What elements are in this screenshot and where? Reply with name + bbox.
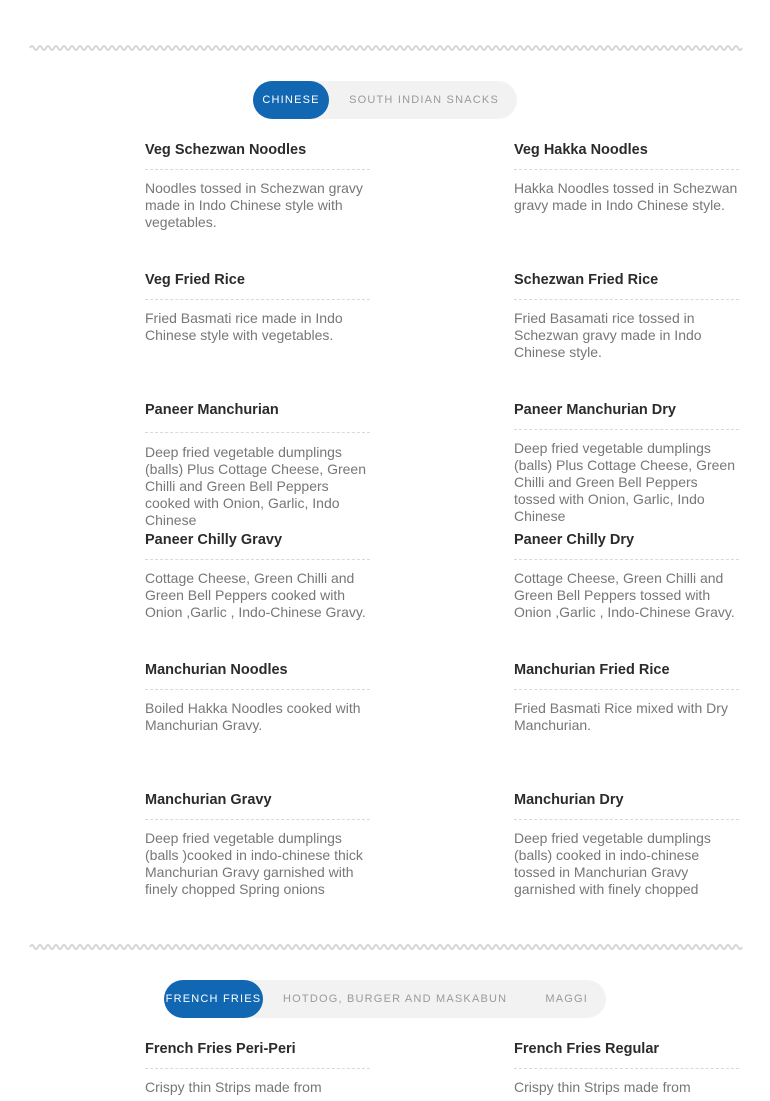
- item-description: Boiled Hakka Noodles cooked with Manchurian Gravy.: [145, 700, 361, 733]
- item-description: Deep fried vegetable dumplings (balls) Plus Cottage Cheese, Green Chilli and Green Bell Peppers cooked with Onion, Garlic, Indo Chinese: [145, 444, 366, 528]
- menu-item: [145, 530, 370, 621]
- wavy-divider: [30, 942, 740, 952]
- item-description: Crispy thin Strips made from: [145, 1079, 322, 1095]
- menu-item: [145, 270, 370, 361]
- tab-maggi[interactable]: MAGGI: [545, 993, 588, 1005]
- item-name: Veg Fried Rice: [145, 272, 245, 288]
- item-name: Veg Hakka Noodles: [514, 142, 648, 158]
- item-divider: [145, 299, 370, 300]
- category-tabs-snacks: [164, 980, 606, 1018]
- item-name: Schezwan Fried Rice: [514, 272, 659, 288]
- wavy-divider: [30, 43, 740, 53]
- item-name: Manchurian Fried Rice: [514, 662, 670, 678]
- item-name: Paneer Manchurian: [145, 402, 279, 418]
- item-divider: [514, 819, 739, 820]
- menu-item: [514, 140, 739, 231]
- item-name: French Fries Peri-Peri: [145, 1041, 296, 1057]
- menu-item: [514, 270, 739, 361]
- item-description: Crispy thin Strips made from: [514, 1079, 691, 1095]
- item-divider: [514, 429, 739, 430]
- item-description: Fried Basmati Rice mixed with Dry Manchurian.: [514, 700, 728, 733]
- item-name: French Fries Regular: [514, 1041, 660, 1057]
- category-tabs-chinese: [253, 81, 517, 119]
- item-divider: [514, 559, 739, 560]
- item-divider: [145, 819, 370, 820]
- tab-south-indian-snacks[interactable]: SOUTH INDIAN SNACKS: [349, 94, 499, 106]
- item-name: Veg Schezwan Noodles: [145, 142, 307, 158]
- item-description: Deep fried vegetable dumplings (balls )cooked in indo-chinese thick Manchurian Gravy garnished with finely chopped Spring onions: [145, 830, 363, 897]
- item-description: Cottage Cheese, Green Chilli and Green Bell Peppers tossed with Onion ,Garlic , Indo-Chinese Gravy.: [514, 570, 735, 620]
- item-description: Cottage Cheese, Green Chilli and Green Bell Peppers cooked with Onion ,Garlic , Indo-Chinese Gravy.: [145, 570, 366, 620]
- item-divider: [514, 169, 739, 170]
- item-divider: [514, 689, 739, 690]
- item-divider: [145, 559, 370, 560]
- tab-hotdog-burger-maskabun[interactable]: HOTDOG, BURGER AND MASKABUN: [283, 993, 508, 1005]
- menu-item: [514, 1039, 739, 1101]
- item-description: Hakka Noodles tossed in Schezwan gravy made in Indo Chinese style.: [514, 180, 738, 213]
- menu-item: [514, 530, 739, 621]
- tab-french-fries[interactable]: FRENCH FRIES: [164, 980, 263, 1018]
- item-name: Paneer Chilly Gravy: [145, 532, 283, 548]
- item-description: Fried Basamati rice tossed in Schezwan gravy made in Indo Chinese style.: [514, 310, 702, 360]
- item-name: Paneer Manchurian Dry: [514, 402, 676, 418]
- item-divider: [145, 432, 370, 433]
- item-divider: [145, 1068, 370, 1069]
- menu-item: [145, 140, 370, 231]
- item-description: Deep fried vegetable dumplings (balls) cooked in indo-chinese tossed in Manchurian Gravy garnished with finely chopped: [514, 830, 711, 897]
- menu-item: [514, 400, 739, 524]
- item-name: Manchurian Noodles: [145, 662, 288, 678]
- menu-item: [514, 790, 739, 897]
- item-description: Fried Basmati rice made in Indo Chinese style with vegetables.: [145, 310, 343, 343]
- tab-chinese[interactable]: CHINESE: [253, 81, 329, 119]
- menu-item: [145, 790, 370, 897]
- menu-item: [145, 400, 370, 528]
- item-description: Noodles tossed in Schezwan gravy made in Indo Chinese style with vegetables.: [145, 180, 363, 230]
- menu-item: [514, 660, 739, 751]
- item-name: Manchurian Dry: [514, 792, 624, 808]
- menu-item: [145, 660, 370, 751]
- menu-item: [145, 1039, 370, 1101]
- item-divider: [514, 1068, 739, 1069]
- item-divider: [514, 299, 739, 300]
- item-name: Manchurian Gravy: [145, 792, 272, 808]
- item-description: Deep fried vegetable dumplings (balls) Plus Cottage Cheese, Green Chilli and Green Bell Peppers tossed with Onion, Garlic, Indo Chinese: [514, 440, 735, 524]
- item-divider: [145, 689, 370, 690]
- item-name: Paneer Chilly Dry: [514, 532, 635, 548]
- item-divider: [145, 169, 370, 170]
